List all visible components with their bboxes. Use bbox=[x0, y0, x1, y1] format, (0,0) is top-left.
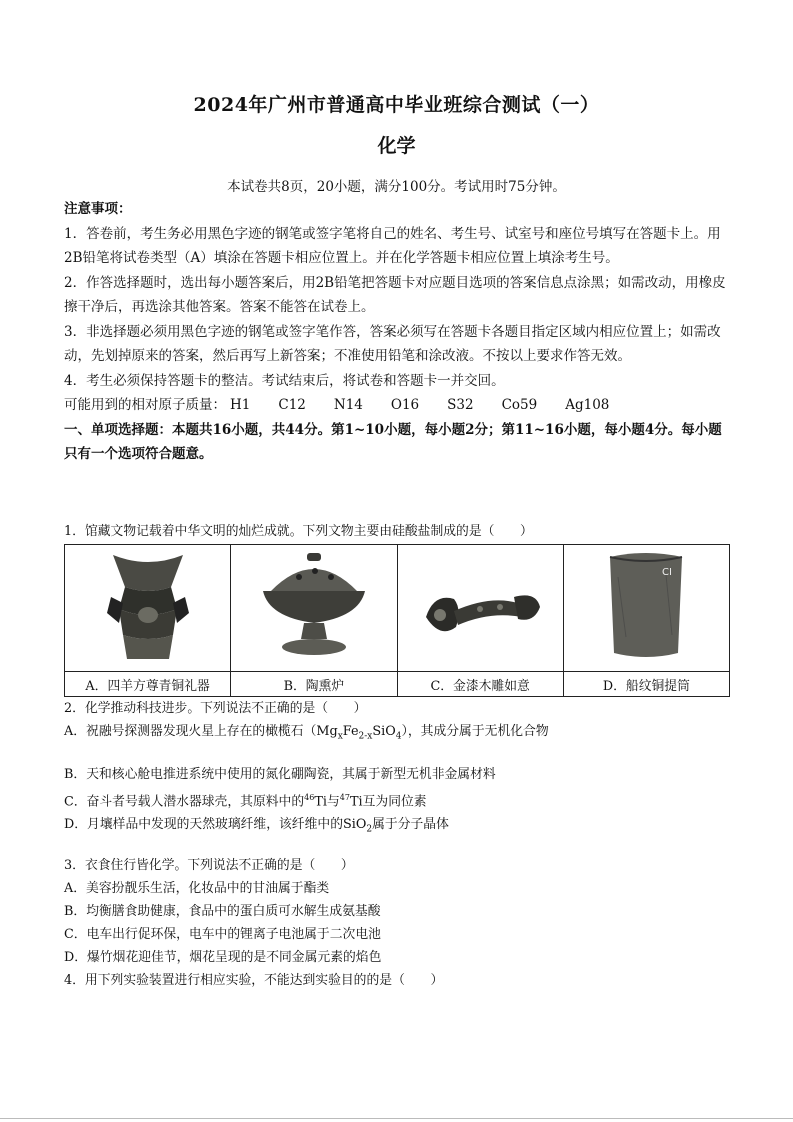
note-item-4: 4．考生必须保持答题卡的整洁。考试结束后，将试卷和答题卡一并交回。 bbox=[64, 372, 505, 389]
q2-option-c: C．奋斗者号载人潜水器球壳，其原料中的$^{46}$Ti与$^{47}$Ti互为同位素 bbox=[64, 793, 427, 810]
mass-s: S32 bbox=[447, 397, 474, 413]
bronze-zun-icon bbox=[93, 547, 203, 665]
mass-h: H1 bbox=[230, 397, 251, 413]
q2-stem: 2．化学推动科技进步。下列说法不正确的是（ ） bbox=[64, 701, 367, 716]
mass-ag: Ag108 bbox=[565, 397, 610, 413]
q1-option-a: A．四羊方尊青铜礼器 bbox=[65, 672, 231, 697]
exam-info: 本试卷共8页，20小题，满分100分。考试用时75分钟。 bbox=[227, 179, 566, 195]
relic-pottery-burner-image bbox=[231, 545, 397, 672]
q2-block bbox=[64, 697, 744, 749]
bronze-tube-icon bbox=[596, 547, 696, 665]
subject-title: 化学 bbox=[377, 135, 416, 157]
mass-c: C12 bbox=[278, 397, 306, 413]
relic-bronze-zun-image bbox=[65, 545, 231, 672]
mass-o: O16 bbox=[390, 397, 420, 413]
q4-stem: 4．用下列实验装置进行相应实验，不能达到实验目的的是（ ） bbox=[64, 973, 444, 988]
q1-option-b: B．陶熏炉 bbox=[231, 672, 397, 697]
q1-relics-table bbox=[64, 544, 730, 697]
page-bottom-divider bbox=[0, 1118, 793, 1119]
pottery-burner-icon bbox=[249, 547, 379, 665]
section-1-heading: 一、单项选择题：本题共16小题，共44分。第1~10小题，每小题2分；第11~16小题，每小题4分。每小题只有一个选项符合题意。 bbox=[64, 421, 722, 462]
note-item-2: 2．作答选择题时，选出每小题答案后，用2B铅笔把答题卡对应题目选项的答案信息点涂黑；如需改动，用橡皮擦干净后，再选涂其他答案。答案不能答在试卷上。 bbox=[64, 274, 726, 315]
q2-option-b: B．天和核心舱电推进系统中使用的氮化硼陶瓷，其属于新型无机非金属材料 bbox=[64, 767, 496, 782]
q3-option-a: A．美容扮靓乐生活，化妆品中的甘油属于酯类 bbox=[64, 881, 330, 896]
tube-label: CI bbox=[662, 567, 673, 578]
q1-option-d: D．船纹铜提筒 bbox=[563, 672, 729, 697]
relic-bronze-tube-image bbox=[563, 545, 729, 672]
q2-option-a: A．祝融号探测器发现火星上存在的橄榄石$(Mg_xFe_{2-x}SiO_4)$，其成分属于无机化合物 bbox=[64, 724, 549, 742]
ruyi-scepter-icon bbox=[410, 547, 550, 665]
q3-stem: 3．衣食住行皆化学。下列说法不正确的是（ ） bbox=[64, 858, 354, 873]
notes-heading: 注意事项： bbox=[64, 201, 132, 217]
notes-section bbox=[64, 197, 734, 467]
atomic-masses-label: 可能用到的相对原子质量： bbox=[64, 397, 226, 413]
q3-block bbox=[64, 854, 744, 992]
q2-option-d: D．月壤样品中发现的天然玻璃纤维，该纤维中的SiO$_2$属于分子晶体 bbox=[64, 817, 449, 835]
note-item-1: 1．答卷前，考生务必用黑色字迹的钢笔或签字笔将自己的姓名、考生号、试室号和座位号填写在答题卡上。用2B铅笔将试卷类型（A）填涂在答题卡相应位置上。并在化学答题卡相应位置上填涂考生号。 bbox=[64, 225, 721, 266]
mass-n: N14 bbox=[333, 397, 363, 413]
note-item-3: 3．非选择题必须用黑色字迹的钢笔或签字笔作答，答案必须写在答题卡各题目指定区域内相应位置上；如需改动，先划掉原来的答案，然后再写上新答案；不准使用铅笔和涂改液。不按以上要求作答无效。 bbox=[64, 323, 721, 364]
atomic-masses bbox=[64, 393, 734, 418]
relic-ruyi-image bbox=[397, 545, 563, 672]
q1-stem: 1．馆藏文物记载着中华文明的灿烂成就。下列文物主要由硅酸盐制成的是（ ） bbox=[64, 524, 533, 539]
mass-co: Co59 bbox=[501, 397, 538, 413]
q3-option-d: D．爆竹烟花迎佳节，烟花呈现的是不同金属元素的焰色 bbox=[64, 950, 382, 965]
q3-option-b: B．均衡膳食助健康，食品中的蛋白质可水解生成氨基酸 bbox=[64, 904, 381, 919]
q1-option-c: C．金漆木雕如意 bbox=[397, 672, 563, 697]
q3-option-c: C．电车出行促环保，电车中的锂离子电池属于二次电池 bbox=[64, 927, 381, 942]
exam-title: 2024年广州市普通高中毕业班综合测试（一） bbox=[193, 94, 600, 116]
q2-block-rest bbox=[64, 763, 744, 842]
